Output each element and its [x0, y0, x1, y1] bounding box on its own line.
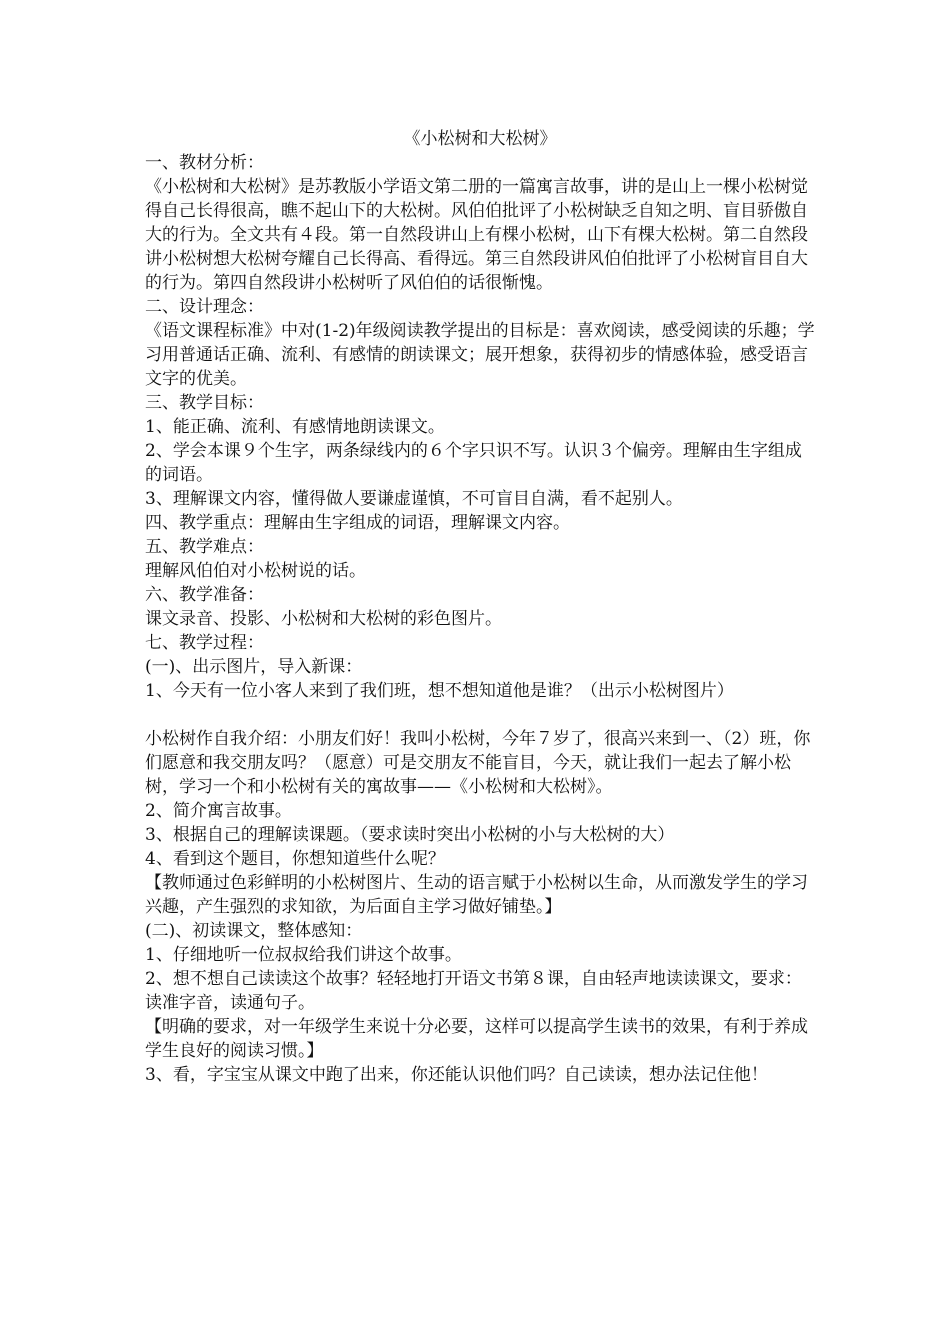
paragraph: 【明确的要求，对一年级学生来说十分必要，这样可以提高学生读书的效果，有利于养成学生良好的阅读习惯。】	[145, 1017, 808, 1061]
paragraph: 3、看，字宝宝从课文中跑了出来，你还能认识他们吗？自己读读，想办法记住他！	[145, 1065, 768, 1085]
document-title: 《小松树和大松树》	[403, 129, 557, 149]
paragraph: 《语文课程标准》中对(1-2)年级阅读教学提出的目标是：喜欢阅读，感受阅读的乐趣；学习用普通话正确、流利、有感情的朗读课文；展开想象，获得初步的情感体验，感受语言文字的优美。	[145, 321, 815, 389]
paragraph: 3、根据自己的理解读课题。（要求读时突出小松树的小与大松树的大）	[145, 825, 675, 845]
paragraph-list	[145, 151, 815, 1087]
paragraph: 四、教学重点：理解由生字组成的词语，理解课文内容。	[145, 513, 570, 533]
paragraph: (二)、初读课文，整体感知：	[145, 921, 363, 941]
paragraph: (一)、出示图片，导入新课：	[145, 657, 363, 677]
paragraph: 五、教学难点：	[145, 537, 264, 557]
paragraph	[145, 703, 815, 727]
paragraph: 【教师通过色彩鲜明的小松树图片、生动的语言赋于小松树以生命，从而激发学生的学习兴趣，产生强烈的求知欲，为后面自主学习做好铺垫。】	[145, 873, 808, 917]
paragraph: 二、设计理念：	[145, 297, 264, 317]
paragraph: 1、仔细地听一位叔叔给我们讲这个故事。	[145, 945, 462, 965]
paragraph: 课文录音、投影、小松树和大松树的彩色图片。	[145, 609, 502, 629]
paragraph: 2、学会本课９个生字，两条绿线内的６个字只识不写。认识３个偏旁。理解由生字组成的词语。	[145, 441, 802, 485]
paragraph: 一、教材分析：	[145, 153, 264, 173]
paragraph: 三、教学目标：	[145, 393, 264, 413]
document-body	[145, 127, 815, 1087]
paragraph: 1、能正确、流利、有感情地朗读课文。	[145, 417, 445, 437]
paragraph: 七、教学过程：	[145, 633, 264, 653]
paragraph: 小松树作自我介绍：小朋友们好！我叫小松树，今年７岁了，很高兴来到一、（2）班，你们愿意和我交朋友吗？（愿意）可是交朋友不能盲目，今天，就让我们一起去了解小松树，学习一个和小松树有关的寓故事——《小松树和大松树》。	[145, 729, 811, 797]
paragraph: 1、今天有一位小客人来到了我们班，想不想知道他是谁？（出示小松树图片）	[145, 681, 734, 701]
paragraph: 4、看到这个题目，你想知道些什么呢？	[145, 849, 445, 869]
paragraph: 六、教学准备：	[145, 585, 264, 605]
paragraph: 2、简介寓言故事。	[145, 801, 292, 821]
paragraph: 理解风伯伯对小松树说的话。	[145, 561, 366, 581]
paragraph: 《小松树和大松树》是苏教版小学语文第二册的一篇寓言故事，讲的是山上一棵小松树觉得自己长得很高，瞧不起山下的大松树。风伯伯批评了小松树缺乏自知之明、盲目骄傲自大的行为。全文共有４段。第一自然段讲山上有棵小松树，山下有棵大松树。第二自然段讲小松树想大松树夸耀自己长得高、看得远。第三自然段讲风伯伯批评了小松树盲目自大的行为。第四自然段讲小松树听了风伯伯的话很惭愧。	[145, 177, 808, 293]
paragraph: 3、理解课文内容，懂得做人要谦虚谨慎，不可盲目自满，看不起别人。	[145, 489, 683, 509]
paragraph: 2、想不想自己读读这个故事？轻轻地打开语文书第８课，自由轻声地读读课文，要求：读准字音，读通句子。	[145, 969, 802, 1013]
